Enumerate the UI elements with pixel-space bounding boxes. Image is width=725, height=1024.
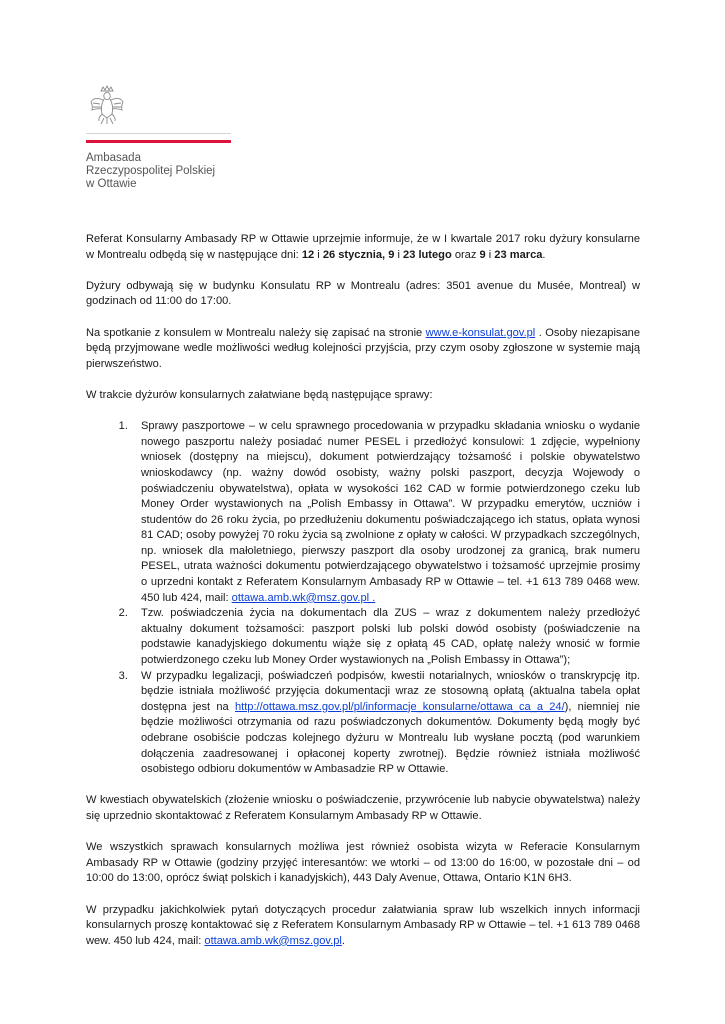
- paragraph-intro: [86, 232, 640, 263]
- date: 9: [479, 248, 486, 261]
- text: i: [485, 248, 495, 261]
- paragraph-registration: [86, 326, 640, 373]
- date: 23 marca: [494, 248, 543, 261]
- list-item: 2. Tzw. poświadczenia życia na dokumentach dla ZUS – wraz z dokumentem należy przedłożyć aktualny dokument tożsamości: paszport polski lub polski dowód osobisty (poświadczenie na podstawie kanadyjskiego dokumentu wiąże się z opłatą 45 CAD, opłatę należy wnosić w formie potwierdzonego czeku lub Money Order wystawionych na „Polish Embassy in Ottawa”);: [131, 606, 640, 668]
- organization-name: [86, 152, 215, 191]
- paragraph-visit: We wszystkich sprawach konsularnych możliwa jest również osobista wizyta w Referacie Konsularnym Ambasady RP w Ottawie (godziny przyjęć interesantów: we wtorki – od 13:00 do 16:00, w pozostałe dni – od 10:00 do 13:00, oprócz świąt polskich i kanadyjskich), 443 Daly Avenue, Ottawa, Ontario K1N 6H3.: [86, 841, 640, 885]
- org-line: Rzeczypospolitej Polskiej: [86, 165, 216, 177]
- text: ), niemniej nie będzie możliwości otrzymania od razu poświadczonych dokumentów. Dokumenty będą mogły być odebrane osobiście podczas kolejnego dyżuru w Montrealu lub wysłane pocztą (pod warunkiem dołączenia zaadresowanej i opłaconej koperty zwrotnej). Będzie również istniała możliwość osobistego odbioru dokumentów w Ambasadzie RP w Ottawie.: [141, 700, 641, 776]
- text: i: [394, 248, 404, 261]
- org-line: Ambasada: [86, 152, 141, 164]
- matters-list: [86, 419, 640, 778]
- date: 12: [301, 248, 315, 261]
- text: . Osoby niezapisane będą przyjmowane wedle możliwości według kolejności przyjścia, przy czym osoby zgłoszone w systemie mają pierwszeństwo.: [86, 326, 640, 370]
- letter-body: [86, 232, 640, 965]
- text: i: [314, 248, 323, 261]
- letterhead-red-line: [86, 140, 231, 143]
- fees-table-link[interactable]: http://ottawa.msz.gov.pl/pl/informacje_konsularne/ottawa_ca_a_24/: [234, 700, 565, 713]
- list-item: [131, 419, 640, 606]
- paragraph-contact: [86, 903, 640, 950]
- org-line: w Ottawie: [86, 178, 137, 190]
- text: Referat Konsularny Ambasady RP w Ottawie uprzejmie informuje, że w I kwartale 2017 roku dyżury konsularne w Montrealu odbędą się w następujące dni:: [86, 233, 640, 261]
- text: oraz: [451, 248, 480, 261]
- text: .: [542, 248, 546, 261]
- email-link[interactable]: ottawa.amb.wk@msz.gov.pl: [204, 934, 342, 947]
- text: .: [341, 934, 345, 947]
- date: 26 stycznia, 9: [322, 248, 395, 261]
- text: W przypadku jakichkolwiek pytań dotyczących procedur załatwiania spraw lub wszelkich innych informacji konsularnych proszę kontaktować się z Referatem Konsularnym Ambasady RP w Ottawie – tel. +1 613 789 0468 wew. 450 lub 424, mail:: [86, 903, 640, 947]
- paragraph-citizenship: W kwestiach obywatelskich (złożenie wniosku o poświadczenie, przywrócenie lub nabycie obywatelstwa) należy się uprzednio skontaktować z Referatem Konsularnym Ambasady RP w Ottawie.: [86, 794, 640, 822]
- e-konsulat-link[interactable]: www.e-konsulat.gov.pl: [425, 326, 536, 339]
- list-item: [131, 669, 640, 778]
- white-eagle-emblem-icon: [88, 84, 126, 126]
- text: Sprawy paszportowe – w celu sprawnego procedowania w przypadku składania wniosku o wydanie nowego paszportu należy posiadać numer PESEL i przedłożyć konsulowi: 1 zdjęcie, wypełniony wniosek (dostępny na miejscu), dokument potwierdzający tożsamość i polskie obywatelstwo wnioskodawcy (np. ważny dowód osobisty, ważny polski paszport, decyzja Wojewody o poświadczeniu obywatelstwa), opłata w wysokości 162 CAD w formie potwierdzonego czeku lub Money Order wystawionych na „Polish Embassy in Ottawa”. W przypadku emerytów, uczniów i studentów do 26 roku życia, po przedłużeniu dokumentu poświadczającego ich status, opłata wynosi 81 CAD; osoby powyżej 70 roku życia są zwolnione z opłaty w całości. W przypadkach szczególnych, np. wniosek dla małoletniego, pierwszy paszport dla osoby urodzonej za granicą, brak numeru PESEL, utrata ważności dokumentu potwierdzającego obywatelstwo i tożsamość uprzejmie prosimy o uprzedni kontakt z Referatem Konsularnym Ambasady RP w Ottawie – tel. +1 613 789 0468 wew. 450 lub 424, mail:: [141, 420, 640, 604]
- paragraph-matters-intro: W trakcie dyżurów konsularnych załatwiane będą następujące sprawy:: [86, 388, 433, 401]
- text: Na spotkanie z konsulem w Montrealu należy się zapisać na stronie: [86, 326, 426, 339]
- email-link[interactable]: ottawa.amb.wk@msz.gov.pl .: [231, 591, 376, 604]
- letterhead-gray-line: [86, 133, 231, 134]
- paragraph-location: Dyżury odbywają się w budynku Konsulatu RP w Montrealu (adres: 3501 avenue du Musée, Montreal) w godzinach od 11:00 do 17:00.: [86, 279, 640, 308]
- date: 23 lutego: [403, 248, 452, 261]
- text: W przypadku legalizacji, poświadczeń podpisów, kwestii notarialnych, wniosków o transkrypcję itp. będzie istniała możliwość przyjęcia dokumentacji wraz ze stosowną opłatą (aktualna tabela opłat dostępna jest na: [141, 669, 640, 713]
